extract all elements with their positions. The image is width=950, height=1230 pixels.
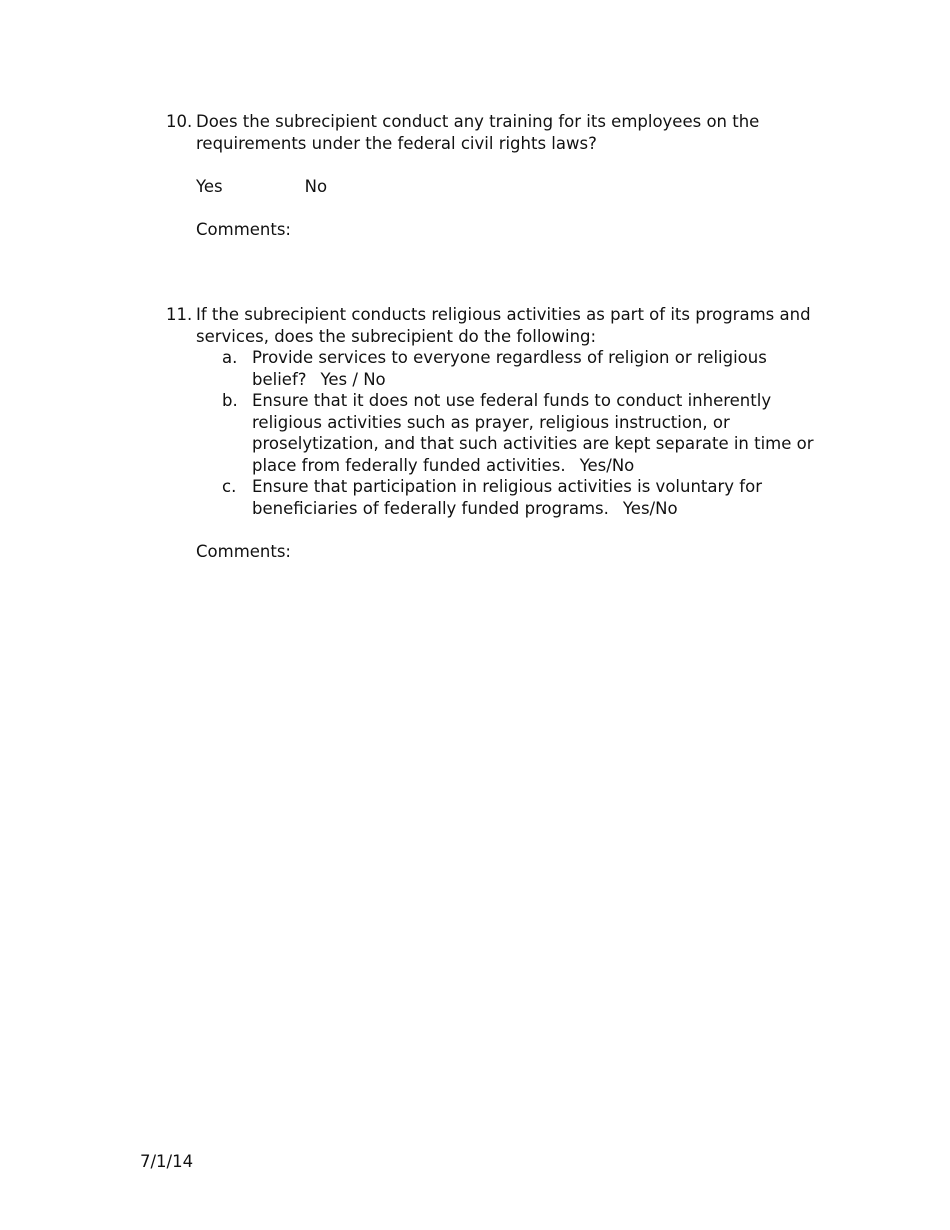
no-option[interactable]: No [304, 176, 328, 196]
question-body [196, 304, 816, 562]
question-text: If the subrecipient conducts religious activities as part of its programs and services, does the subrecipient do the following: [196, 305, 811, 346]
question-10 [166, 111, 816, 240]
sub-item-c [222, 476, 816, 519]
comments-label: Comments: [196, 219, 291, 239]
comments-label: Comments: [196, 541, 291, 561]
sub-item-text: Provide services to everyone regardless of religion or religious belief? [252, 348, 767, 389]
sub-item-text: Ensure that it does not use federal funds to conduct inherently religious activities such as prayer, religious instruction, or proselytization, and that such activities are kept separate in time or place from federally funded activities. [252, 391, 814, 475]
question-number: 10. [166, 112, 193, 131]
sub-item-answer[interactable]: Yes/No [622, 498, 678, 518]
question-11 [166, 304, 816, 562]
sub-item-answer[interactable]: Yes / No [320, 369, 386, 389]
sub-item-b [222, 390, 816, 476]
sub-item-letter: b. [222, 391, 238, 410]
sub-item-letter: a. [222, 348, 238, 367]
sub-item-answer[interactable]: Yes/No [579, 455, 635, 475]
yes-no-options [196, 176, 816, 198]
question-number: 11. [166, 305, 193, 324]
sub-item-text: Ensure that participation in religious activities is voluntary for beneficiaries of federally funded programs. [252, 477, 762, 518]
yes-option[interactable]: Yes [196, 176, 223, 196]
question-text: Does the subrecipient conduct any training for its employees on the requirements under the federal civil rights laws? [196, 112, 760, 153]
sub-item-a [222, 347, 816, 390]
footer-date: 7/1/14 [140, 1152, 194, 1171]
sub-item-letter: c. [222, 477, 237, 496]
question-body [196, 111, 816, 240]
